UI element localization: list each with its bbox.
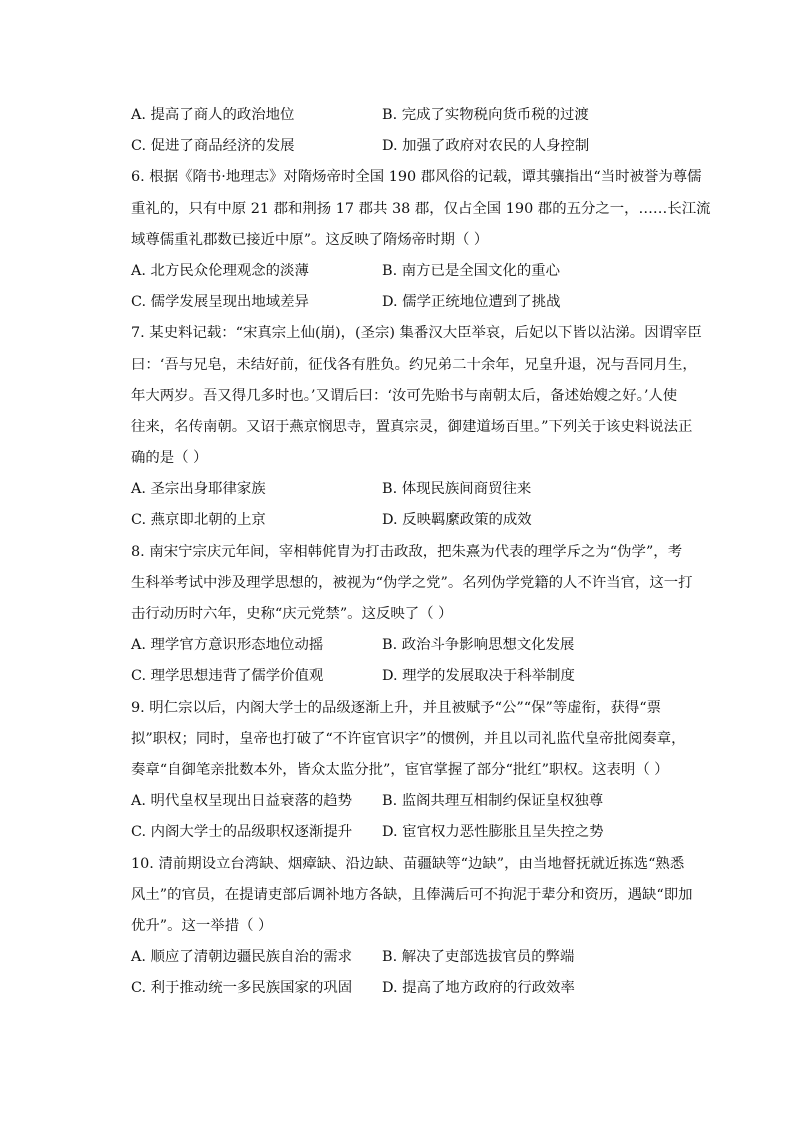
options-row bbox=[131, 942, 691, 973]
question-text-line: 8. 南宋宁宗庆元年间，宰相韩侂胄为打击政敌，把朱熹为代表的理学斥之为“伪学”，考 bbox=[131, 543, 683, 560]
question-7 bbox=[131, 318, 702, 536]
options-row bbox=[131, 973, 691, 1004]
option-a: A. 提高了商人的政治地位 bbox=[131, 107, 295, 123]
options-row bbox=[131, 661, 691, 692]
question-6 bbox=[131, 162, 711, 318]
question-text-line: 生科举考试中涉及理学思想的，被视为“伪学之党”。名列伪学党籍的人不许当官，这一打 bbox=[131, 574, 693, 591]
options-row bbox=[131, 287, 691, 318]
option-c: C. 儒学发展呈现出地域差异 bbox=[131, 294, 309, 311]
option-a: A. 北方民众伦理观念的淡薄 bbox=[131, 262, 309, 279]
options-row bbox=[131, 817, 691, 848]
question-9 bbox=[131, 693, 691, 849]
question-text-line: 6. 根据《隋书·地理志》对隋炀帝时全国 190 郡风俗的记载，谭其骧指出“当时被誉为尊儒 bbox=[131, 169, 702, 186]
options-row bbox=[131, 131, 691, 162]
question-text-line: 优升”。这一举措（ ） bbox=[131, 917, 273, 934]
question-text-line: 确的是（ ） bbox=[131, 450, 208, 467]
options-row bbox=[131, 630, 691, 661]
question-text-line: 重礼的，只有中原 21 郡和荆扬 17 郡共 38 郡，仅占全国 190 郡的五分之一，……长江流 bbox=[131, 200, 711, 217]
option-c: C. 内阁大学士的品级职权逐渐提升 bbox=[131, 824, 353, 841]
option-c: C. 理学思想违背了儒学价值观 bbox=[131, 668, 324, 685]
document-page bbox=[131, 100, 711, 1004]
option-d: D. 理学的发展取决于科举制度 bbox=[382, 668, 575, 685]
options-row bbox=[131, 256, 691, 287]
option-b: B. 完成了实物税向货币税的过渡 bbox=[382, 107, 589, 123]
question-text-line: 7. 某史料记载：“宋真宗上仙(崩)，(圣宗) 集番汉大臣举哀，后妃以下皆以沾涕。因谓宰臣 bbox=[131, 325, 702, 342]
option-b: B. 体现民族间商贸往来 bbox=[382, 481, 532, 498]
option-d: D. 宦官权力恶性膨胀且呈失控之势 bbox=[382, 824, 604, 841]
option-c: C. 利于推动统一多民族国家的巩固 bbox=[131, 980, 353, 997]
option-d: D. 反映羁縻政策的成效 bbox=[382, 512, 532, 529]
options-row bbox=[131, 786, 691, 817]
question-text-line: 往来，名传南朝。又诏于燕京悯思寺，置真宗灵，御建道场百里。”下列关于该史料说法正 bbox=[131, 418, 693, 435]
option-a: A. 顺应了清朝边疆民族自治的需求 bbox=[131, 949, 353, 966]
option-a: A. 理学官方意识形态地位动摇 bbox=[131, 637, 324, 654]
question-10 bbox=[131, 849, 691, 1005]
question-5 bbox=[131, 100, 691, 162]
question-text-line: 风土”的官员，在提请吏部后调补地方各缺，且俸满后可不拘泥于辈分和资历，遇缺“即加 bbox=[131, 886, 693, 903]
option-c: C. 燕京即北朝的上京 bbox=[131, 512, 266, 529]
question-text-line: 奏章“自御笔亲批数本外，皆众太监分批”，宦官掌握了部分“批红”职权。这表明（ ） bbox=[131, 761, 669, 778]
question-text-line: 域尊儒重礼郡数已接近中原”。这反映了隋炀帝时期（ ） bbox=[131, 231, 489, 248]
option-d: D. 提高了地方政府的行政效率 bbox=[382, 980, 575, 997]
option-b: B. 政治斗争影响思想文化发展 bbox=[382, 637, 575, 654]
options-row bbox=[131, 474, 691, 505]
question-text-line: 拟”职权；同时，皇帝也打破了“不许宦官识字”的惯例，并且以司礼监代皇帝批阅奏章， bbox=[131, 730, 686, 747]
question-text-line: 击行动历时六年，史称“庆元党禁”。这反映了（ ） bbox=[131, 606, 453, 622]
options-row bbox=[131, 505, 691, 536]
question-text-line: 9. 明仁宗以后，内阁大学士的品级逐渐上升，并且被赋予“公”“保”等虚衔，获得“票 bbox=[131, 699, 661, 716]
option-d: D. 儒学正统地位遭到了挑战 bbox=[382, 294, 561, 311]
options-row bbox=[131, 100, 691, 131]
option-b: B. 监阁共理互相制约保证皇权独尊 bbox=[382, 793, 604, 810]
option-d: D. 加强了政府对农民的人身控制 bbox=[382, 138, 590, 155]
option-b: B. 解决了吏部选拔官员的弊端 bbox=[382, 949, 575, 966]
question-text-line: 曰：‘吾与兄皂，未结好前，征伐各有胜负。约兄弟二十余年，兄皇升退，况与吾同月生， bbox=[131, 356, 697, 373]
question-text-line: 年大两岁。吾又得几多时也。’又谓后曰：‘汝可先贻书与南朝太后，备述始嫂之好。’人使 bbox=[131, 387, 678, 404]
option-c: C. 促进了商品经济的发展 bbox=[131, 138, 295, 155]
option-a: A. 明代皇权呈现出日益衰落的趋势 bbox=[131, 793, 353, 810]
option-a: A. 圣宗出身耶律家族 bbox=[131, 481, 266, 498]
question-text-line: 10. 清前期设立台湾缺、烟瘴缺、沿边缺、苗疆缺等“边缺”，由当地督抚就近拣选“熟悉 bbox=[131, 855, 685, 872]
question-8 bbox=[131, 537, 691, 693]
option-b: B. 南方已是全国文化的重心 bbox=[382, 262, 561, 279]
